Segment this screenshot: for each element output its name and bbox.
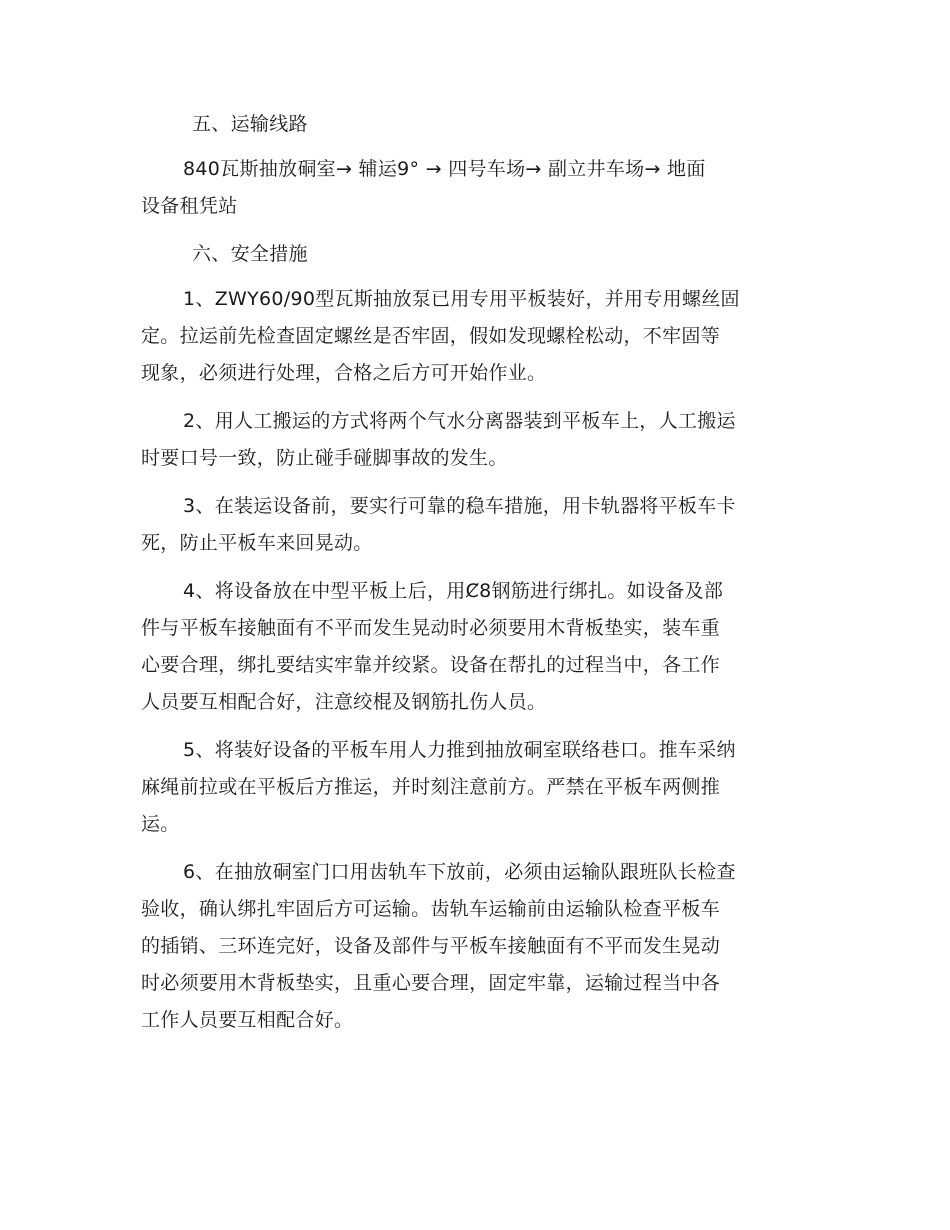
section-heading-route: 五、运输线路 <box>192 113 308 135</box>
paragraph-line: 死，防止平板车来回晃动。 <box>141 532 373 554</box>
paragraph-line: 3、在装运设备前，要实行可靠的稳车措施，用卡轨器将平板车卡 <box>183 495 736 517</box>
paragraph-line: 4、将设备放在中型平板上后，用Ȼ8钢筋进行绑扎。如设备及部 <box>183 580 724 602</box>
safety-item-6 <box>141 854 809 1039</box>
paragraph-line: 5、将装好设备的平板车用人力推到抽放硐室联络巷口。推车采纳 <box>183 739 736 761</box>
route-paragraph <box>141 151 809 225</box>
paragraph-line: 心要合理，绑扎要结实牢靠并绞紧。设备在帮扎的过程当中，各工作 <box>141 654 721 676</box>
paragraph-line: 麻绳前拉或在平板后方推运，并时刻注意前方。严禁在平板车两侧推 <box>141 776 721 798</box>
paragraph-line: 运。 <box>141 813 180 835</box>
section-heading-safety: 六、安全措施 <box>192 243 308 265</box>
paragraph-line: 件与平板车接触面有不平而发生晃动时必须要用木背板垫实，装车重 <box>141 617 721 639</box>
paragraph-line: 现象，必须进行处理，合格之后方可开始作业。 <box>141 362 547 384</box>
paragraph-line: 的插销、三环连完好，设备及部件与平板车接触面有不平而发生晃动 <box>141 935 721 957</box>
safety-item-5 <box>141 732 809 843</box>
paragraph-line: 时要口号一致，防止碰手碰脚事故的发生。 <box>141 447 508 469</box>
safety-item-4 <box>141 573 809 721</box>
paragraph-line: 840瓦斯抽放硐室→ 辅运9° → 四号车场→ 副立井车场→ 地面 <box>183 158 706 180</box>
paragraph-line: 定。拉运前先检查固定螺丝是否牢固，假如发现螺栓松动，不牢固等 <box>141 325 721 347</box>
paragraph-line: 工作人员要互相配合好。 <box>141 1009 354 1031</box>
paragraph-line: 2、用人工搬运的方式将两个气水分离器装到平板车上，人工搬运 <box>183 410 736 432</box>
safety-item-2 <box>141 403 809 477</box>
paragraph-line: 时必须要用木背板垫实，且重心要合理，固定牢靠，运输过程当中各 <box>141 972 721 994</box>
paragraph-line: 设备租凭站 <box>141 195 238 217</box>
paragraph-line: 人员要互相配合好，注意绞棍及钢筋扎伤人员。 <box>141 691 547 713</box>
paragraph-line: 验收，确认绑扎牢固后方可运输。齿轨车运输前由运输队检查平板车 <box>141 898 721 920</box>
document-body <box>141 106 809 1039</box>
safety-item-1 <box>141 281 809 392</box>
paragraph-line: 6、在抽放硐室门口用齿轨车下放前，必须由运输队跟班队长检查 <box>183 861 736 883</box>
safety-item-3 <box>141 488 809 562</box>
paragraph-line: 1、ZWY60/90型瓦斯抽放泵已用专用平板装好，并用专用螺丝固 <box>183 288 740 310</box>
